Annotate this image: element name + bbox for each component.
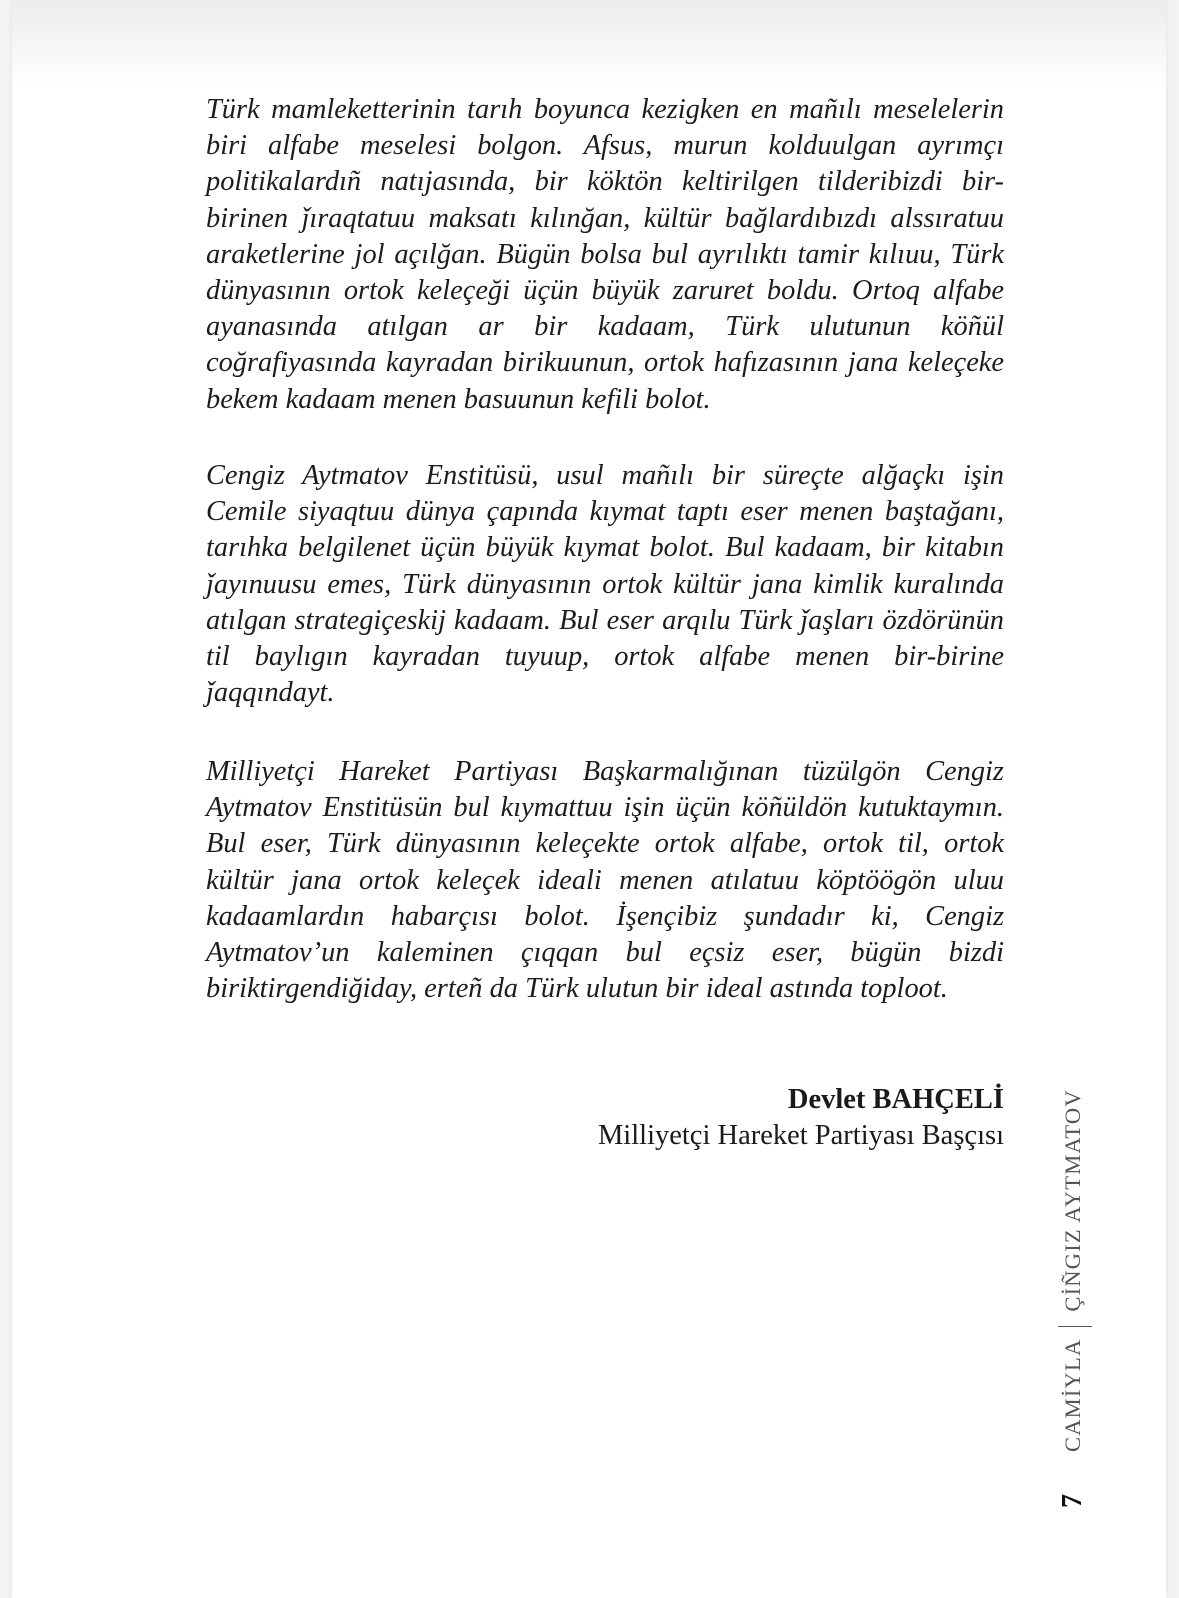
running-head-separator — [1058, 1326, 1092, 1327]
page-number: 7 — [1057, 1494, 1088, 1508]
page-top-shadow — [12, 0, 1166, 90]
signature-name: Devlet BAHÇELİ — [787, 1084, 1004, 1115]
running-head-author: ÇİÑGIZ AYTMATOV — [1060, 1089, 1086, 1312]
paragraph-2: Cengiz Aytmatov Enstitüsü, usul mañılı bir süreçte alğaçkı işin Cemile siyaqtuu dünya çapında kıymat taptı eser menen baştağanı, tarıhka belgilenet üçün büyük kıymat bolot. Bul kadaam, bir kitabın ǰayınuusu emes, Türk dünyasının ortok kültür jana kimlik kuralında atılgan strategiçeskij kadaam. Bul eser arqılu Türk ǰaşları özdörünün til baylıgın kayradan tuyuup, ortok alfabe menen bir-birine ǰaqqındayt. — [206, 460, 1004, 709]
paragraph-1: Türk mamleketterinin tarıh boyunca kezigken en mañılı meselelerin biri alfabe meselesi bolgon. Afsus, murun kolduulgan ayrımçı politikalardıñ natıjasında, bir köktön keltirilgen tilderibizdi bir-birinen ǰıraqtatuu maksatı kılınğan, kültür bağlardıbızdı alssıratuu araketlerine jol açılğan. Bügün bolsa bul ayrılıktı tamir kılıuu, Türk dünyasının ortok keleçeği üçün büyük zaruret boldu. Ortoq alfabe ayanasında atılgan ar bir kadaam, Türk ulutunun köñül coğrafiyasında kayradan birikuunun, ortok hafızasının jana keleçeke bekem kadaam menen basuunun kefili bolot. — [206, 94, 1004, 415]
paragraph-3: Milliyetçi Hareket Partiyası Başkarmalığınan tüzülgön Cengiz Aytmatov Enstitüsün bul kıymattuu işin üçün köñüldön kutuktaymın. Bul eser, Türk dünyasının keleçekte ortok alfabe, ortok til, ortok kültür jana ortok keleçek ideali menen atılatuu köptöögön uluu kadaamlardın habarçısı bolot. İşençibiz şundadır ki, Cengiz Aytmatov’un kaleminen çıqqan bul eçsiz eser, bügün bizdi biriktirgendiğiday, erteñ da Türk ulutun bir ideal astında toploot. — [206, 756, 1004, 1005]
running-head-book-title: CAMİYLA — [1060, 1338, 1086, 1452]
signature-title: Milliyetçi Hareket Partiyası Başçısı — [597, 1120, 1004, 1151]
running-head — [1058, 1089, 1092, 1452]
book-page — [12, 0, 1166, 1598]
signature-block — [512, 1082, 1004, 1154]
